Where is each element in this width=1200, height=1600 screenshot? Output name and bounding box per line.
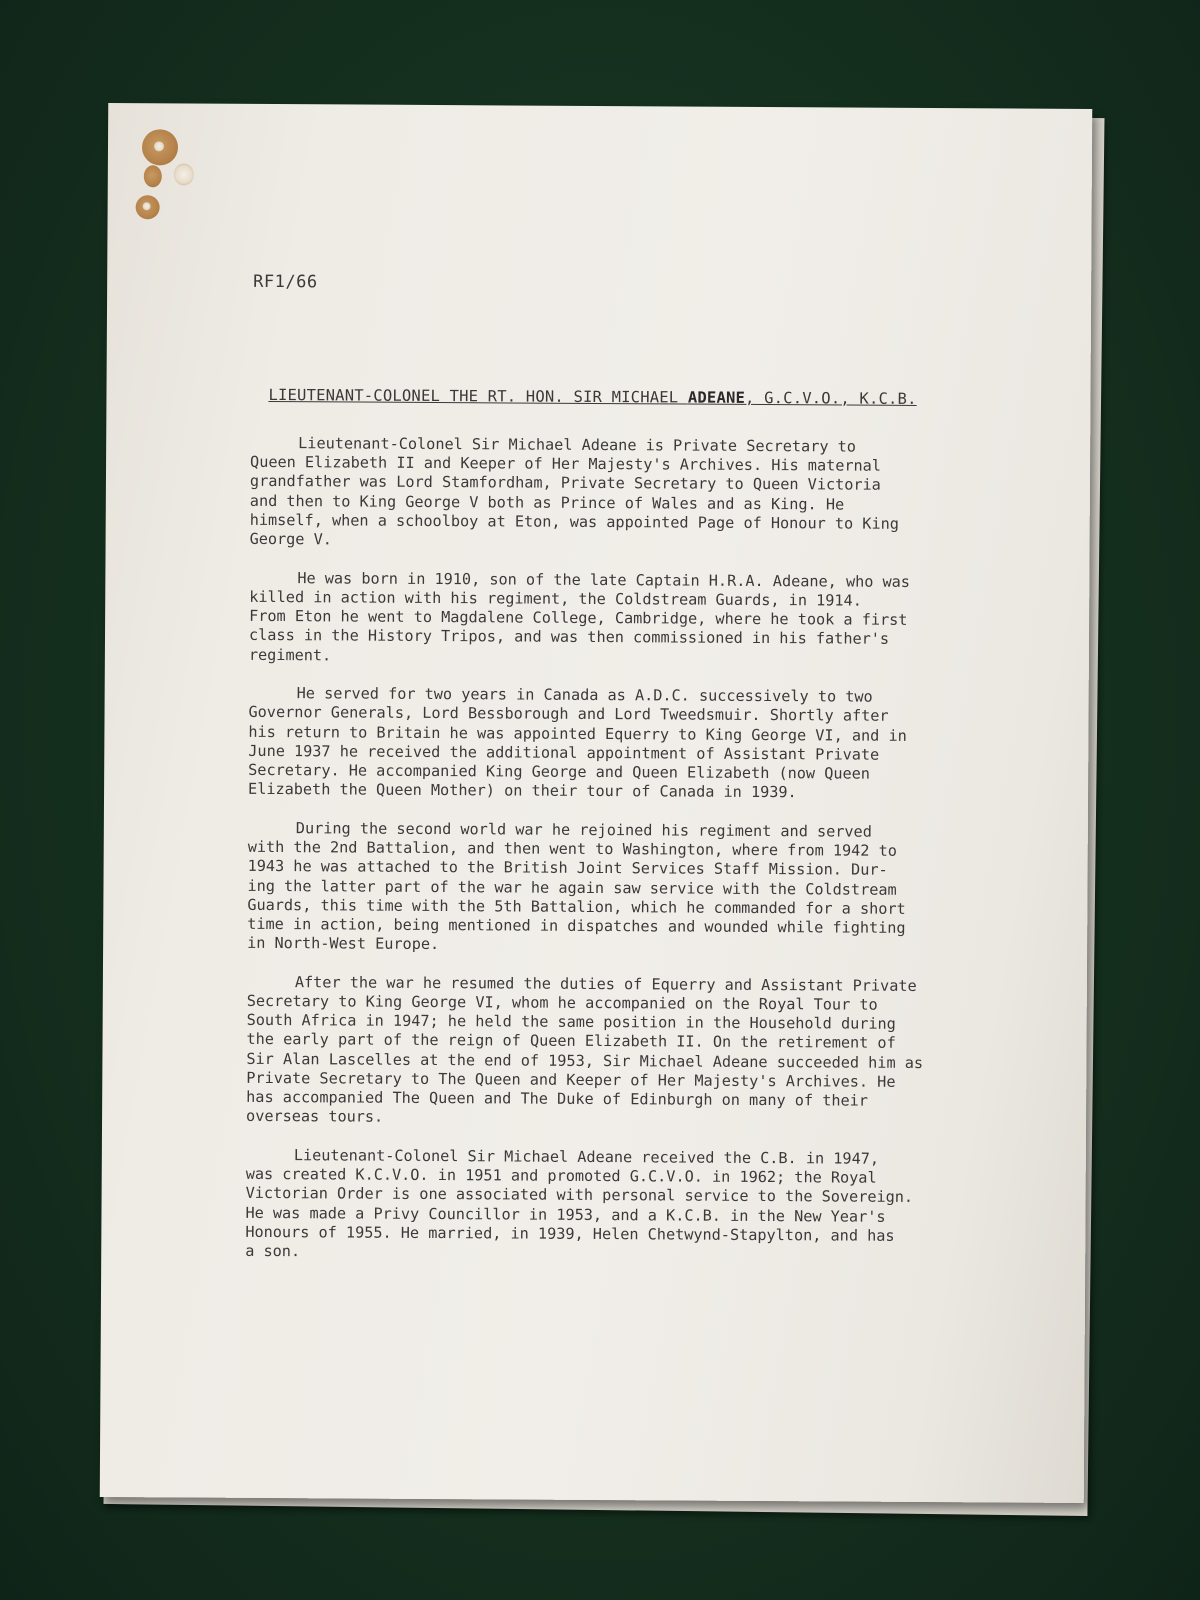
title-surname: ADEANE [687,388,746,407]
text-line: was created K.C.V.O. in 1951 and promoted G.C.V.O. in 1962; the Royal [245,1165,877,1187]
text-line: He served for two years in Canada as A.D.C. successively to two [296,684,873,706]
text-line: class in the History Tripos, and was then commissioned in his father's [248,626,890,649]
paragraph-war-service [247,819,964,958]
paragraph-appointment [250,434,967,554]
text-line: South Africa in 1947; he held the same position in the Household during [246,1011,896,1034]
text-line: George V. [249,529,332,549]
document-body [245,434,966,1285]
text-line: killed in action with his regiment, the Coldstream Guards, in 1914. [249,587,862,610]
document-reference: RF1/66 [253,271,318,293]
document-page [100,103,1092,1503]
text-line: the early part of the reign of Queen Elizabeth II. On the retirement of [246,1030,896,1053]
text-line: Elizabeth the Queen Mother) on their tour of Canada in 1939. [248,780,797,802]
text-line: After the war he resumed the duties of Equerry and Assistant Private [294,973,917,995]
text-line: Victorian Order is one associated with personal service to the Sovereign. [245,1184,914,1207]
text-line: Private Secretary to The Queen and Keeper of Her Majesty's Archives. He [246,1068,896,1091]
text-line: Secretary to King George VI, whom he accompanied on the Royal Tour to [246,991,878,1014]
text-line: Honours of 1955. He married, in 1939, Helen Chetwynd-Stapylton, and has [245,1222,895,1245]
text-line: Sir Alan Lascelles at the end of 1953, Sir Michael Adeane succeeded him as [246,1049,924,1072]
text-line: overseas tours. [246,1107,384,1127]
text-line: Lieutenant-Colonel Sir Michael Adeane is Private Secretary to [298,434,857,456]
title-suffix: , G.C.V.O., K.C.B. [745,388,917,408]
text-line: has accompanied The Queen and The Duke of Edinburgh on many of their [246,1087,869,1110]
text-line: Secretary. He accompanied King George and Queen Elizabeth (now Queen [248,760,871,783]
text-line: in North-West Europe. [247,934,440,954]
document-title [268,386,916,408]
text-line: ing the latter part of the war he again saw service with the Coldstream [247,876,897,899]
text-line: Queen Elizabeth II and Keeper of Her Majesty's Archives. His maternal [250,453,882,475]
text-line: himself, when a schoolboy at Eton, was appointed Page of Honour to King [249,510,899,533]
text-line: regiment. [248,645,332,664]
paragraph-early-life [249,569,966,669]
text-line: and then to King George V both as Prince of Wales and as King. He [249,491,845,514]
title-prefix: LIEUTENANT-COLONEL THE RT. HON. SIR MICHAEL [268,385,688,407]
text-line: During the second world war he rejoined his regiment and served [295,819,872,841]
text-line: time in action, being mentioned in dispatches and wounded while fighting [247,914,906,937]
text-line: Guards, this time with the 5th Battalion, which he commanded for a short [247,895,906,918]
paragraph-honours [245,1146,962,1266]
punch-hole-marks [108,103,1092,109]
text-line: grandfather was Lord Stamfordham, Private Secretary to Queen Victoria [249,472,881,495]
text-line: with the 2nd Battalion, and then went to Washington, where from 1942 to [247,838,897,860]
text-line: He was made a Privy Councillor in 1953, and a K.C.B. in the New Year's [245,1203,886,1226]
paragraph-post-war [246,973,963,1131]
text-line: June 1937 he received the additional appointment of Assistant Private [248,741,880,764]
text-line: 1943 he was attached to the British Joint Services Staff Mission. Dur- [247,857,888,880]
text-line: Governor Generals, Lord Bessborough and Lord Tweedsmuir. Shortly after [248,703,889,726]
text-line: He was born in 1910, son of the late Captain H.R.A. Adeane, who was [297,568,911,591]
text-line: his return to Britain he was appointed Equerry to King George VI, and in [248,722,907,745]
paragraph-canada [248,684,965,804]
text-line: a son. [245,1241,301,1261]
text-line: Lieutenant-Colonel Sir Michael Adeane received the C.B. in 1947, [293,1146,880,1168]
text-line: From Eton he went to Magdalene College, Cambridge, where he took a first [249,607,908,630]
